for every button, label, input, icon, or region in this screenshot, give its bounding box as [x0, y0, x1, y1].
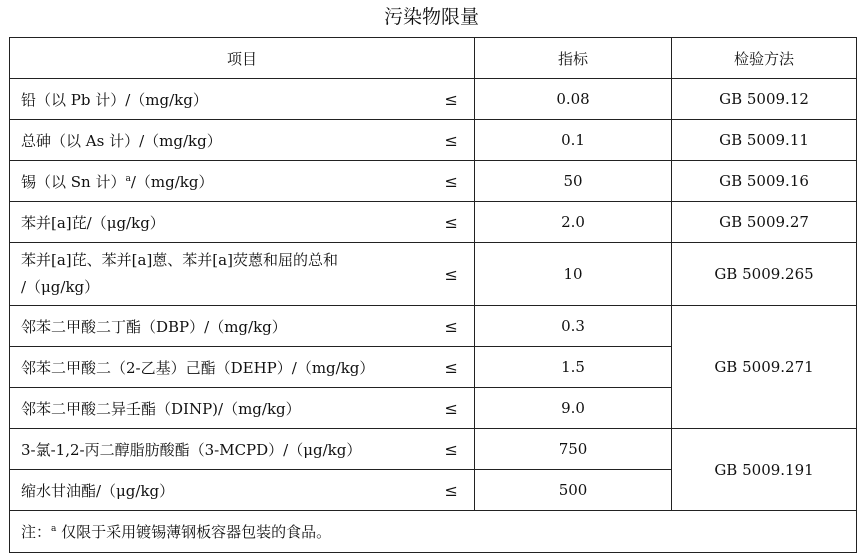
- pollutant-limits-table: [9, 37, 857, 553]
- method-cell: GB 5009.11: [672, 120, 857, 161]
- le-symbol: ≤: [443, 243, 475, 306]
- le-symbol: ≤: [443, 202, 475, 243]
- table-row: [10, 202, 857, 243]
- item-cell: 缩水甘油酯/（μg/kg）: [10, 470, 443, 511]
- table-row: [10, 429, 857, 470]
- value-cell: 2.0: [475, 202, 672, 243]
- footnote-cell: [10, 511, 857, 553]
- method-cell: GB 5009.191: [672, 429, 857, 511]
- item-cell: 邻苯二甲酸二（2-乙基）己酯（DEHP）/（mg/kg）: [10, 347, 443, 388]
- item-cell: [10, 161, 443, 202]
- le-symbol: ≤: [443, 161, 475, 202]
- item-cell: 邻苯二甲酸二丁酯（DBP）/（mg/kg）: [10, 306, 443, 347]
- item-text: /（mg/kg）: [130, 172, 214, 191]
- method-cell: GB 5009.16: [672, 161, 857, 202]
- table-row: [10, 79, 857, 120]
- value-cell: 1.5: [475, 347, 672, 388]
- le-symbol: ≤: [443, 79, 475, 120]
- footnote-row: [10, 511, 857, 553]
- item-text: /（μg/kg）: [21, 278, 100, 296]
- item-cell: 总砷（以 As 计）/（mg/kg）: [10, 120, 443, 161]
- item-cell: 铅（以 Pb 计）/（mg/kg）: [10, 79, 443, 120]
- item-text: 苯并[a]芘、苯并[a]蒽、苯并[a]荧蒽和屈的总和: [21, 251, 338, 269]
- method-cell: GB 5009.27: [672, 202, 857, 243]
- table-title: 污染物限量: [383, 6, 479, 28]
- method-cell: GB 5009.271: [672, 306, 857, 429]
- method-cell: GB 5009.12: [672, 79, 857, 120]
- le-symbol: ≤: [443, 470, 475, 511]
- item-cell: 3-氯-1,2-丙二醇脂肪酸酯（3-MCPD）/（μg/kg）: [10, 429, 443, 470]
- value-cell: 500: [475, 470, 672, 511]
- value-cell: 50: [475, 161, 672, 202]
- le-symbol: ≤: [443, 306, 475, 347]
- footnote-marker: a: [125, 173, 131, 184]
- item-text: 锡（以 Sn 计）: [21, 172, 126, 191]
- footnote-marker: a: [51, 524, 57, 534]
- item-cell: [10, 243, 443, 306]
- value-cell: 10: [475, 243, 672, 306]
- value-cell: 0.1: [475, 120, 672, 161]
- method-cell: GB 5009.265: [672, 243, 857, 306]
- value-cell: 0.3: [475, 306, 672, 347]
- value-cell: 0.08: [475, 79, 672, 120]
- value-cell: 9.0: [475, 388, 672, 429]
- le-symbol: ≤: [443, 429, 475, 470]
- item-cell: 苯并[a]芘/（μg/kg）: [10, 202, 443, 243]
- table-row: [10, 306, 857, 347]
- header-item: 项目: [10, 38, 475, 79]
- le-symbol: ≤: [443, 388, 475, 429]
- header-method: 检验方法: [672, 38, 857, 79]
- value-cell: 750: [475, 429, 672, 470]
- le-symbol: ≤: [443, 347, 475, 388]
- table-row: [10, 161, 857, 202]
- header-indicator: 指标: [475, 38, 672, 79]
- footnote-prefix: 注：: [21, 523, 52, 541]
- header-row: [10, 38, 857, 79]
- item-cell: 邻苯二甲酸二异壬酯（DINP)/（mg/kg）: [10, 388, 443, 429]
- table-row: [10, 243, 857, 306]
- le-symbol: ≤: [443, 120, 475, 161]
- table-row: [10, 120, 857, 161]
- footnote-text: 仅限于采用镀锡薄钢板容器包装的食品。: [56, 523, 332, 541]
